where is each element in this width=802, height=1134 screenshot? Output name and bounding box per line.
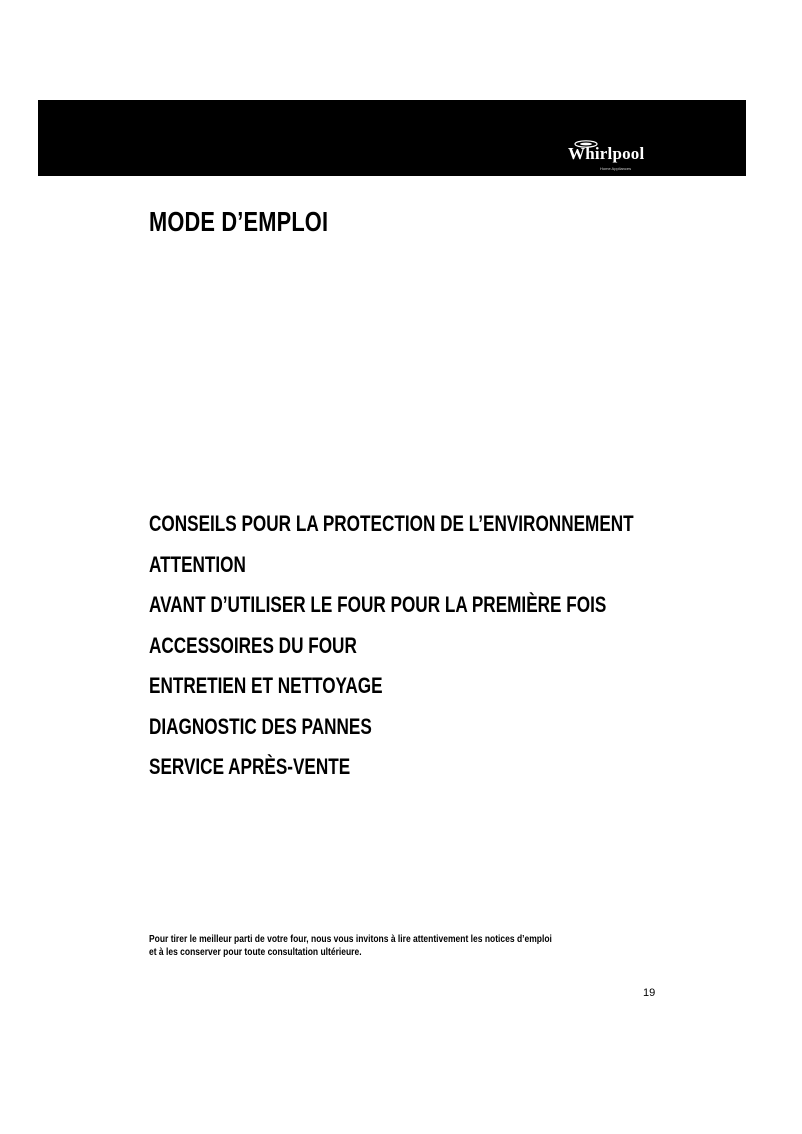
toc-item-accessories: ACCESSOIRES DU FOUR [149,632,357,658]
toc-item-first-use: AVANT D’UTILISER LE FOUR POUR LA PREMIÈRE FOIS [149,592,607,617]
intro-line-1: Pour tirer le meilleur parti de votre four, nous vous invitons à lire attentivement les notices d’emploi [149,934,552,945]
intro-line-2: et à les conserver pour toute consultation ultérieure. [149,947,362,958]
brand-logo [568,138,668,172]
brand-subtitle: Home Appliances [600,166,632,171]
table-of-contents [149,509,770,793]
page-title: MODE D’EMPLOI [149,206,329,237]
toc-item-attention: ATTENTION [149,551,246,577]
toc-item-troubleshooting: DIAGNOSTIC DES PANNES [149,713,372,739]
brand-name: Whirlpool [568,144,645,163]
header-band [38,100,746,176]
toc-item-environment: CONSEILS POUR LA PROTECTION DE L’ENVIRONNEMENT [149,511,634,536]
page-number: 19 [643,987,656,999]
toc-item-after-sales: SERVICE APRÈS-VENTE [149,754,351,779]
toc-item-maintenance: ENTRETIEN ET NETTOYAGE [149,673,383,698]
intro-paragraph [149,933,676,959]
